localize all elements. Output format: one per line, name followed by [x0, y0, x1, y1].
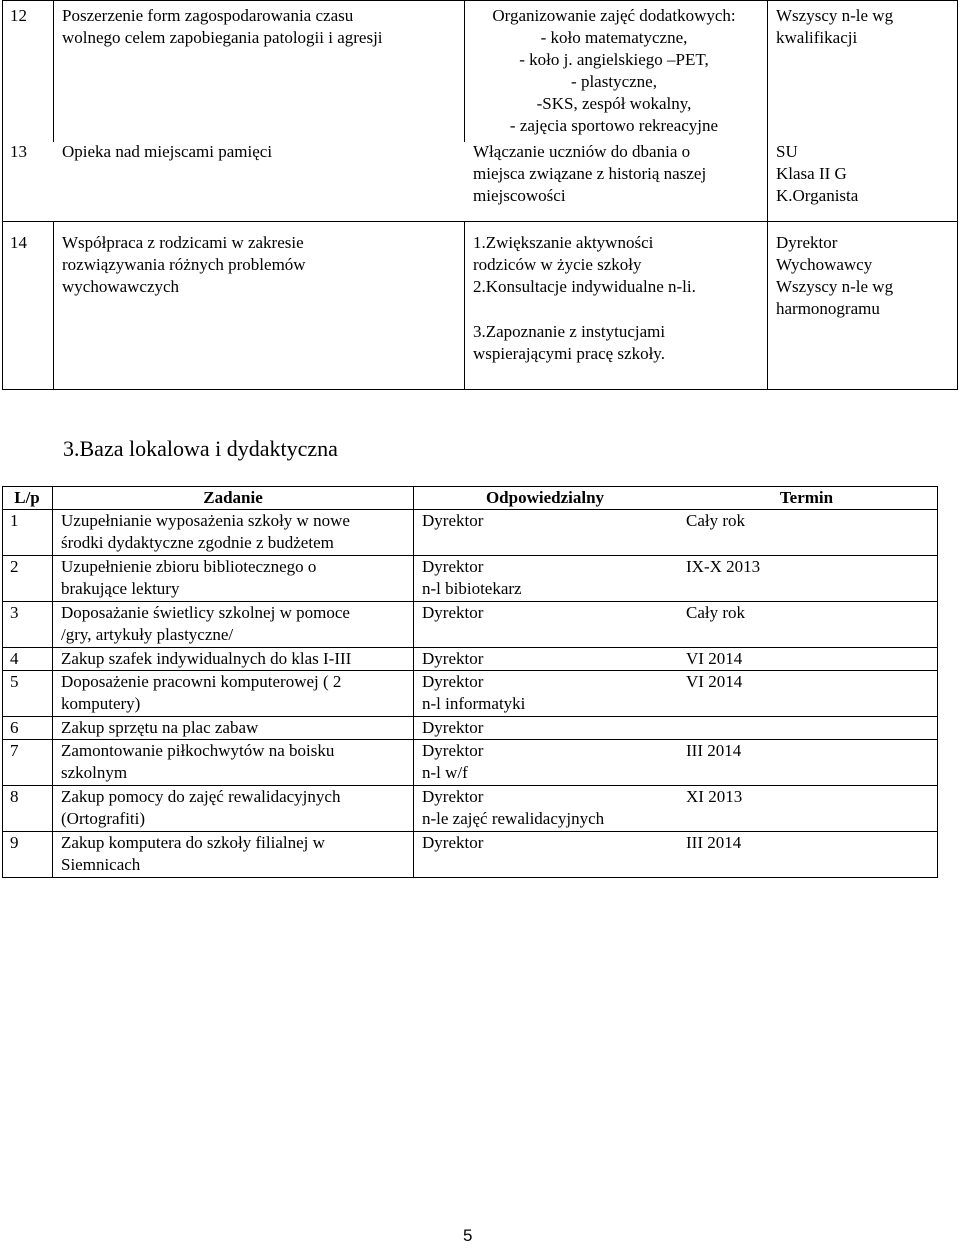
table-row-task: Zamontowanie piłkochwytów na boisku szkolnym: [61, 741, 335, 782]
table-row-task: Zakup komputera do szkoły filialnej w Siemnicach: [61, 833, 325, 874]
table-row-deadline: Cały rok: [686, 603, 746, 622]
table-row-responsible: Dyrektor n-l w/f: [422, 741, 484, 782]
header-lp: L/p: [14, 488, 40, 507]
table-row-lp: 2: [10, 557, 19, 576]
table-row-responsible: Dyrektor: [422, 833, 484, 852]
table-row-deadline: VI 2014: [686, 672, 743, 691]
table-row-deadline: IX-X 2013: [686, 557, 761, 576]
task-description: Poszerzenie form zagospodarowania czasu wolnego celem zapobiegania patologii i agresji: [62, 6, 383, 47]
header-responsible: Odpowiedzialny: [485, 488, 605, 507]
table-row-lp: 5: [10, 672, 19, 691]
header-deadline: Termin: [779, 488, 834, 507]
table-row-task: Uzupełnienie zbioru bibliotecznego o brakujące lektury: [61, 557, 317, 598]
table-row-lp: 4: [10, 649, 19, 668]
table-row-responsible: Dyrektor n-l bibiotekarz: [422, 557, 522, 598]
row-number: 14: [10, 233, 27, 252]
table-row-task: Uzupełnianie wyposażenia szkoły w nowe środki dydaktyczne zgodnie z budżetem: [61, 511, 350, 552]
table-row-lp: 1: [10, 511, 19, 530]
responsible-person: SU Klasa II G K.Organista: [776, 142, 859, 205]
actions-description: 3.Zapoznanie z instytucjami wspierającymi pracę szkoły.: [473, 322, 666, 363]
table-row-responsible: Dyrektor n-l informatyki: [422, 672, 526, 713]
table-row-task: Doposażanie świetlicy szkolnej w pomoce /gry, artykuły plastyczne/: [61, 603, 350, 644]
row-number: 13: [10, 142, 27, 161]
table-row-task: Zakup pomocy do zajęć rewalidacyjnych (Ortografiti): [61, 787, 341, 828]
table-row-lp: 9: [10, 833, 19, 852]
task-description: Współpraca z rodzicami w zakresie rozwiązywania różnych problemów wychowawczych: [62, 233, 306, 296]
responsible-person: Wszyscy n-le wg kwalifikacji: [776, 6, 894, 47]
table-row-lp: 6: [10, 718, 19, 737]
actions-description: 1.Zwiększanie aktywności rodziców w życie szkoły 2.Konsultacje indywidualne n-li.: [473, 233, 696, 296]
actions-description: Włączanie uczniów do dbania o miejsca związane z historią naszej miejscowości: [473, 142, 707, 205]
task-description: Opieka nad miejscami pamięci: [62, 142, 273, 161]
table-row-deadline: XI 2013: [686, 787, 743, 806]
table-row-lp: 7: [10, 741, 19, 760]
table-row-responsible: Dyrektor: [422, 718, 484, 737]
table-row-responsible: Dyrektor: [422, 511, 484, 530]
row-number: 12: [10, 6, 27, 25]
table-row-deadline: III 2014: [686, 833, 742, 852]
table-row-task: Zakup sprzętu na plac zabaw: [61, 718, 259, 737]
table-row-responsible: Dyrektor: [422, 603, 484, 622]
table-row-deadline: Cały rok: [686, 511, 746, 530]
table-row-responsible: Dyrektor n-le zajęć rewalidacyjnych: [422, 787, 605, 828]
table-row-lp: 8: [10, 787, 19, 806]
section-title: 3.Baza lokalowa i dydaktyczna: [63, 436, 338, 461]
header-task: Zadanie: [203, 488, 263, 507]
responsible-person: Dyrektor Wychowawcy Wszyscy n-le wg harmonogramu: [776, 233, 894, 318]
page-number: 5: [463, 1226, 473, 1245]
table-row-deadline: III 2014: [686, 741, 742, 760]
table-row-task: Doposażenie pracowni komputerowej ( 2 komputery): [61, 672, 342, 713]
table-row-lp: 3: [10, 603, 19, 622]
table-row-task: Zakup szafek indywidualnych do klas I-III: [61, 649, 352, 668]
table-row-deadline: VI 2014: [686, 649, 743, 668]
table-row-responsible: Dyrektor: [422, 649, 484, 668]
actions-description: Organizowanie zajęć dodatkowych: - koło matematyczne, - koło j. angielskiego –PET, - plastyczne, -SKS, zespół wokalny, - zajęcia sportowo rekreacyjne: [492, 6, 736, 135]
